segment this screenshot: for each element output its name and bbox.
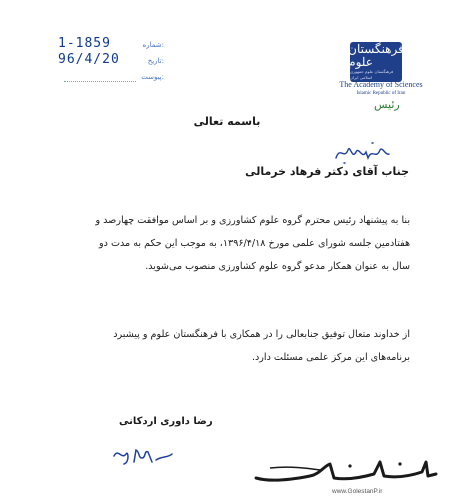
attachment-row: [44, 70, 164, 86]
watermark-url: www.GolestanP.ir: [332, 488, 383, 495]
logo-text: فرهنگستان علوم: [348, 42, 404, 69]
date-label: تاریخ:: [147, 57, 164, 65]
attachment-line: [64, 81, 136, 82]
body-paragraph-1: بنا به پیشنهاد رئیس محترم گروه علوم کشاورزی و بر اساس موافقت چهارصد و هفتادمین جلسه شورای علمی مورخ ۱۳۹۶/۴/۱۸، به موجب این حکم به مدت دو سال به عنوان همکار مدعو گروه علوم کشاورزی منصوب می‌شوید.: [95, 215, 410, 272]
academy-logo: [350, 42, 402, 82]
date-row: [44, 54, 164, 70]
handwritten-note: [332, 140, 392, 166]
salutation: جناب آقای دکتر فرهاد خرمالی: [245, 165, 409, 178]
letter-meta: [44, 38, 164, 86]
signature: [108, 442, 178, 468]
number-value: 1-1859: [58, 36, 111, 51]
body-paragraph-2: از خداوند متعال توفیق جنابعالی را در همکاری با فرهنگستان علوم و پیشبرد برنامه‌های این مرکز علمی مسئلت دارد.: [113, 329, 410, 363]
rank-label: رئیس: [374, 98, 400, 111]
academy-name: [336, 80, 426, 98]
number-label: شماره:: [142, 41, 164, 49]
academy-name-en: The Academy of Sciences: [339, 80, 423, 89]
watermark-logo: [250, 456, 440, 490]
academy-name-sub: Islamic Republic of Iran: [356, 91, 406, 96]
attachment-label: پیوست:: [141, 73, 164, 81]
date-value: 96/4/20: [58, 52, 120, 67]
basmala-heading: باسمه تعالی: [193, 115, 261, 128]
signer-name: رضا داوری اردکانی: [119, 416, 213, 427]
logo-subtext: فرهنگستان علوم جمهوری اسلامی ایران: [350, 69, 394, 80]
